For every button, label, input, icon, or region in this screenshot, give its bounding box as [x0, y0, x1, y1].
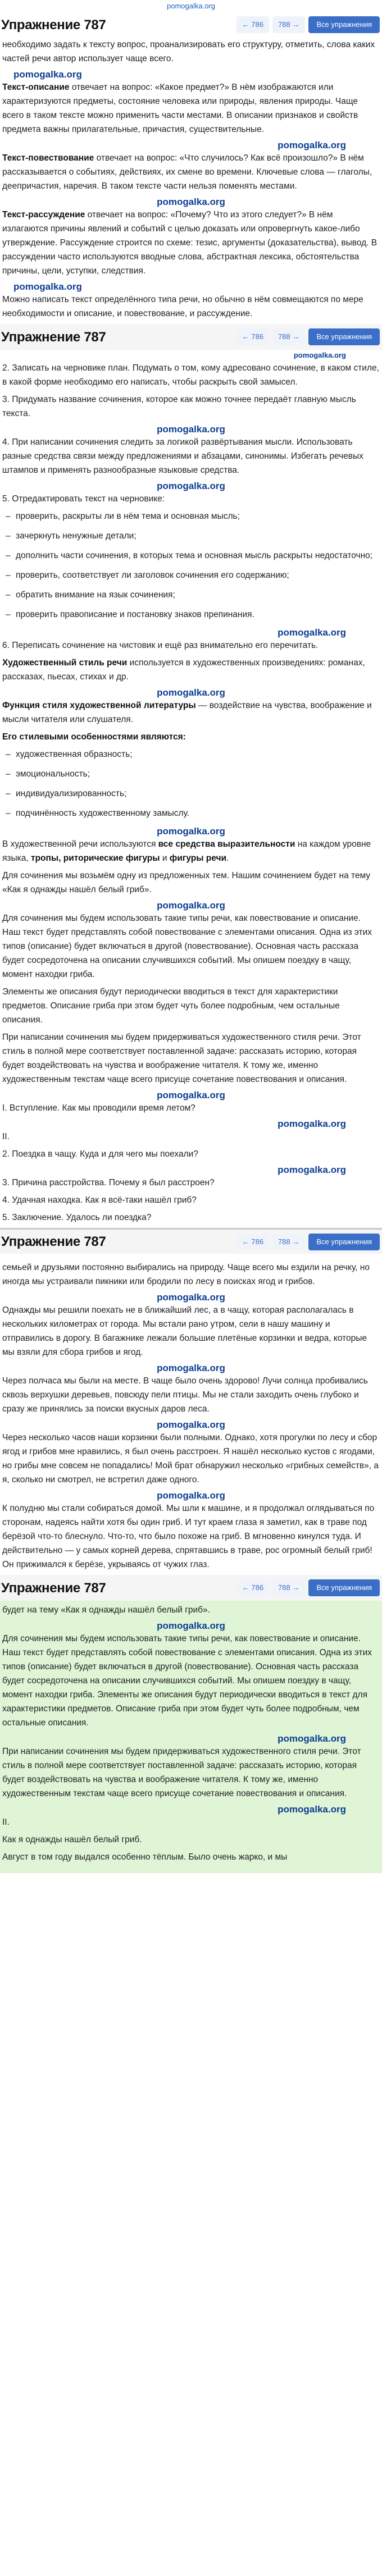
- next-exercise-button[interactable]: 788 →: [272, 328, 305, 345]
- exercise-title: Упражнение 787: [1, 1234, 106, 1249]
- term: Функция стиля художественной литературы: [2, 701, 196, 710]
- term: тропы, риторические фигуры: [31, 853, 160, 863]
- checklist-item: – проверить, соответствует ли заголовок сочинения его содержанию;: [2, 568, 380, 582]
- watermark: pomogalka.org: [157, 687, 225, 698]
- paragraph: При написании сочинения мы будем придерживаться художественного стиля речи. Этот стиль в полной мере соответствует поставленной задаче: рассказать историю, которая будет воздействовать на чувства и воображение читателя. К тому же, именно художественным текстам чаще всего присуще сочетание повествования и описания.: [2, 1747, 361, 1798]
- plan-item: I. Вступление. Как мы проводили время летом?: [2, 1103, 195, 1113]
- watermark: pomogalka.org: [293, 351, 346, 359]
- editing-checklist: [2, 509, 380, 622]
- paragraph: Для сочинения мы будем использовать такие типы речи, как повествование и описание. Наш текст будет представлять собой повествование с элементами описания. Одна из этих типов (описание) будет включаться в другой (повествование). Основная часть рассказа будет сосредоточена на описании случившихся событий. Мы опишем поездку в чащу, момент находки гриба.: [2, 914, 372, 979]
- paragraph: При написании сочинения мы будем придерживаться художественного стиля речи. Этот стиль в полной мере соответствует поставленной задаче: рассказать историю, которая будет воздействовать на чувства и воображение читателя. К тому же, именно художественным текстам чаще всего присуще сочетание повествования и описания.: [2, 1033, 361, 1084]
- plan-item: 2. Поездка в чащу. Куда и для чего мы поехали?: [2, 1149, 198, 1159]
- feature-item: – художественная образность;: [2, 747, 380, 761]
- watermark: pomogalka.org: [157, 826, 225, 837]
- exercise-title: Упражнение 787: [1, 329, 106, 345]
- next-exercise-button[interactable]: 788 →: [272, 1234, 305, 1250]
- watermark: pomogalka.org: [157, 1292, 225, 1303]
- plan-item: II.: [2, 1817, 10, 1827]
- paragraph-text: используется в художественных произведениях: романах, рассказах, пьесах, стихах и др.: [2, 658, 365, 682]
- paragraph: [2, 698, 380, 727]
- checklist-item: – зачеркнуть ненужные детали;: [2, 529, 380, 543]
- all-exercises-button[interactable]: Все упражнения: [308, 1579, 380, 1596]
- all-exercises-button[interactable]: Все упражнения: [308, 16, 380, 33]
- paragraph: [2, 730, 380, 744]
- plan-item: II.: [2, 1132, 10, 1141]
- text: и: [160, 853, 170, 863]
- watermark: pomogalka.org: [278, 140, 346, 150]
- paragraph: Через несколько часов наши корзинки были полными. Однако, хотя прогулки по лесу и сбор ягод и грибов мне нравились, я был очень расстроен. Я нашёл несколько кустов с ягодами, но грибы мне совсем не попадались! Мой брат обнаружил несколько «грибных семейств», а я, сколько ни смотрел, не встретил даже одного.: [2, 1433, 379, 1485]
- list-item: 5. Отредактировать текст на черновике:: [2, 494, 165, 504]
- paragraph: Для сочинения мы будем использовать такие типы речи, как повествование и описание. Наш текст будет представлять собой повествование с элементами описания. Одна из этих типов (описание) будет включаться в другой (повествование). Основная часть рассказа будет сосредоточена на описании случившихся событий. Мы опишем поездку в чащу, момент находки гриба. Элементы же описания будут периодически вводиться в текст для характеристики предметов. Описание гриба при этом будет чуть более подробным, чем остальные описания.: [2, 1634, 372, 1728]
- watermark: pomogalka.org: [157, 1363, 225, 1373]
- next-exercise-button[interactable]: 788 →: [272, 16, 305, 33]
- style-features-list: [2, 747, 380, 820]
- paragraph: необходимо задать к тексту вопрос, проанализировать его структуру, отметить, слова каких частей речи автор использует чаще всего.: [2, 40, 375, 63]
- plan-item: 5. Заключение. Удалось ли поездка?: [2, 1213, 152, 1222]
- feature-item: – подчинённость художественному замыслу.: [2, 806, 380, 820]
- site-brand[interactable]: pomogalka.org: [167, 2, 215, 10]
- checklist-item: – проверить правописание и постановку знаков препинания.: [2, 608, 380, 622]
- paragraph: [2, 837, 380, 865]
- exercise-title: Упражнение 787: [1, 17, 106, 33]
- list-item: 4. При написании сочинения следить за логикой развёртывания мысли. Использовать разные средства связи между предложениями и абзацами, синонимы. Избегать речевых штампов и применять разнообразные языковые средства.: [2, 437, 363, 475]
- exercise-content-1: [0, 38, 382, 321]
- all-exercises-button[interactable]: Все упражнения: [308, 328, 380, 345]
- watermark: pomogalka.org: [157, 1090, 225, 1100]
- exercise-content-3: [0, 1254, 382, 1572]
- exercise-content-2: [0, 350, 382, 1225]
- exercise-nav-bar: [0, 1228, 382, 1254]
- text: .: [226, 853, 229, 863]
- watermark: pomogalka.org: [157, 1419, 225, 1430]
- watermark: pomogalka.org: [13, 281, 82, 292]
- text: В художественной речи используются: [2, 839, 158, 849]
- paragraph-text: — воздействие на чувства, воображение и мысли читателя или слушателя.: [2, 701, 372, 724]
- paragraph: Для сочинения мы возьмём одну из предложенных тем. Нашим сочинением будет на тему «Как я однажды нашёл белый гриб».: [2, 871, 371, 894]
- paragraph-text: отвечает на вопрос: «Какое предмет?» В нём изображаются или характеризуются предметы, состояние человека или природы, явления природы. Чаще всего в таком тексте можно применить части местами. В описании признаков и свойств предмета важны прилагательные, причастия, существительные.: [2, 83, 358, 134]
- checklist-item: – обратить внимание на язык сочинения;: [2, 588, 380, 602]
- exercise-title: Упражнение 787: [1, 1580, 106, 1596]
- checklist-item: – дополнить части сочинения, в которых тема и основная мысль раскрыты недостаточно;: [2, 549, 380, 563]
- paragraph: [2, 80, 380, 136]
- text: на каждом уровне языка,: [2, 839, 371, 863]
- watermark: pomogalka.org: [157, 900, 225, 911]
- exercise-nav-bar: [0, 324, 382, 350]
- essay-title: Как я однажды нашёл белый гриб.: [2, 1835, 142, 1844]
- exercise-nav-bar: [0, 1575, 382, 1601]
- paragraph: [2, 208, 380, 278]
- all-exercises-button[interactable]: Все упражнения: [308, 1234, 380, 1250]
- plan-item: 3. Причина расстройства. Почему я был расстроен?: [2, 1178, 215, 1187]
- watermark: pomogalka.org: [278, 627, 346, 638]
- watermark: pomogalka.org: [157, 424, 225, 435]
- next-exercise-button[interactable]: 788 →: [272, 1579, 305, 1596]
- list-item: 3. Придумать название сочинения, которое как можно точнее передаёт главную мысль текста.: [2, 395, 356, 418]
- plan-item: 4. Удачная находка. Как я всё-таки нашёл гриб?: [2, 1195, 197, 1205]
- watermark: pomogalka.org: [278, 1804, 346, 1815]
- exercise-nav-bar: [0, 12, 382, 38]
- paragraph: [2, 151, 380, 193]
- paragraph-text: отвечает на вопрос: «Почему? Что из этого следует?» В нём излагаются причины явлений и событий с целью доказать или опровергнуть какое-либо утверждение. Рассуждение строится по схеме: тезис, аргументы (доказательства), вывод. В рассуждении часто используются вводные слова, абстрактная лексика, обстоятельства причины, цели, уступки, следствия.: [2, 210, 378, 276]
- prev-exercise-button[interactable]: ← 786: [237, 16, 269, 33]
- term: Текст-рассуждение: [2, 210, 85, 220]
- term: Его стилевыми особенностями являются:: [2, 732, 186, 742]
- term: фигуры речи: [169, 853, 227, 863]
- watermark: pomogalka.org: [157, 1620, 225, 1631]
- prev-exercise-button[interactable]: ← 786: [237, 1234, 269, 1250]
- paragraph: Однажды мы решили поехать не в ближайший лес, а в чащу, которая располагалась в нескольких километрах от города. Мы встали рано утром, сели в нашу машину и отправились в дорогу. В багажнике лежали большие плетёные корзинки и ведра, которые мы взяли для сбора грибов и ягод.: [2, 1305, 367, 1357]
- checklist-item: – проверить, раскрыты ли в нём тема и основная мысль;: [2, 509, 380, 523]
- paragraph: Элементы же описания будут периодически вводиться в текст для характеристики предметов. Описание гриба при этом будет чуть более подробным, чем остальные описания.: [2, 987, 340, 1025]
- watermark: pomogalka.org: [157, 1490, 225, 1501]
- list-item: 2. Записать на черновике план. Подумать о том, кому адресовано сочинение, в каком стиле, в какой форме необходимо его написать, чтобы раскрыть свой замысел.: [2, 363, 379, 387]
- paragraph: Через полчаса мы были на месте. В чаще было очень здорово! Лучи солнца пробивались сквозь верхушки деревьев, повсюду пели птицы. Мы не стали заходить очень глубоко и сразу же принялись за поиски вкусных даров леса.: [2, 1376, 368, 1414]
- spacer: [2, 1254, 380, 1260]
- watermark: pomogalka.org: [278, 1118, 346, 1129]
- term: все средства выразительности: [158, 839, 295, 849]
- prev-exercise-button[interactable]: ← 786: [237, 1579, 269, 1596]
- paragraph: Можно написать текст определённого типа речи, но обычно в нём совмещаются по мере необходимости и описание, и повествование, и рассуждение.: [2, 295, 363, 318]
- term: Текст-описание: [2, 83, 70, 92]
- feature-item: – эмоциональность;: [2, 767, 380, 781]
- term: Текст-повествование: [2, 153, 94, 163]
- watermark: pomogalka.org: [157, 481, 225, 491]
- paragraph: [2, 656, 380, 684]
- prev-exercise-button[interactable]: ← 786: [237, 328, 269, 345]
- paragraph: будет на тему «Как я однажды нашёл белый гриб».: [2, 1605, 210, 1615]
- watermark: pomogalka.org: [157, 197, 225, 207]
- paragraph: семьей и друзьями постоянно выбирались на природу. Чаще всего мы ездили на речку, но иногда мы устраивали пикники или бродили по лесу в поисках ягод и грибов.: [2, 1263, 370, 1286]
- paragraph: Август в том году выдался особенно тёплым. Было очень жарко, и мы: [2, 1852, 288, 1862]
- watermark: pomogalka.org: [13, 69, 82, 80]
- exercise-content-4: [0, 1601, 382, 1873]
- watermark: pomogalka.org: [278, 1164, 346, 1175]
- watermark: pomogalka.org: [278, 1733, 346, 1744]
- term: Художественный стиль речи: [2, 658, 128, 668]
- feature-item: – индивидуализированность;: [2, 787, 380, 801]
- list-item: 6. Переписать сочинение на чистовик и ещё раз внимательно его перечитать.: [2, 641, 319, 650]
- paragraph: К полудню мы стали собираться домой. Мы шли к машине, и я продолжал оглядываться по сторонам, надеясь найти хотя бы один гриб. И тут краем глаза я заметил, как в траве под берёзой что-то блеснуло. Что-то, что было похоже на гриб. В мгновенно кинулся туда. И действительно — у самых корней дерева, спрятавшись в траве, рос огромный белый гриб! Он прижимался к берёзе, укрываясь от чужих глаз.: [2, 1504, 375, 1569]
- paragraph-text: отвечает на вопрос: «Что случилось? Как всё произошло?» В нём рассказывается о событиях, действиях, их смене во времени. Ключевые слова — глаголы, деепричастия, наречия. В таком тексте части нельзя поменять местами.: [2, 153, 372, 191]
